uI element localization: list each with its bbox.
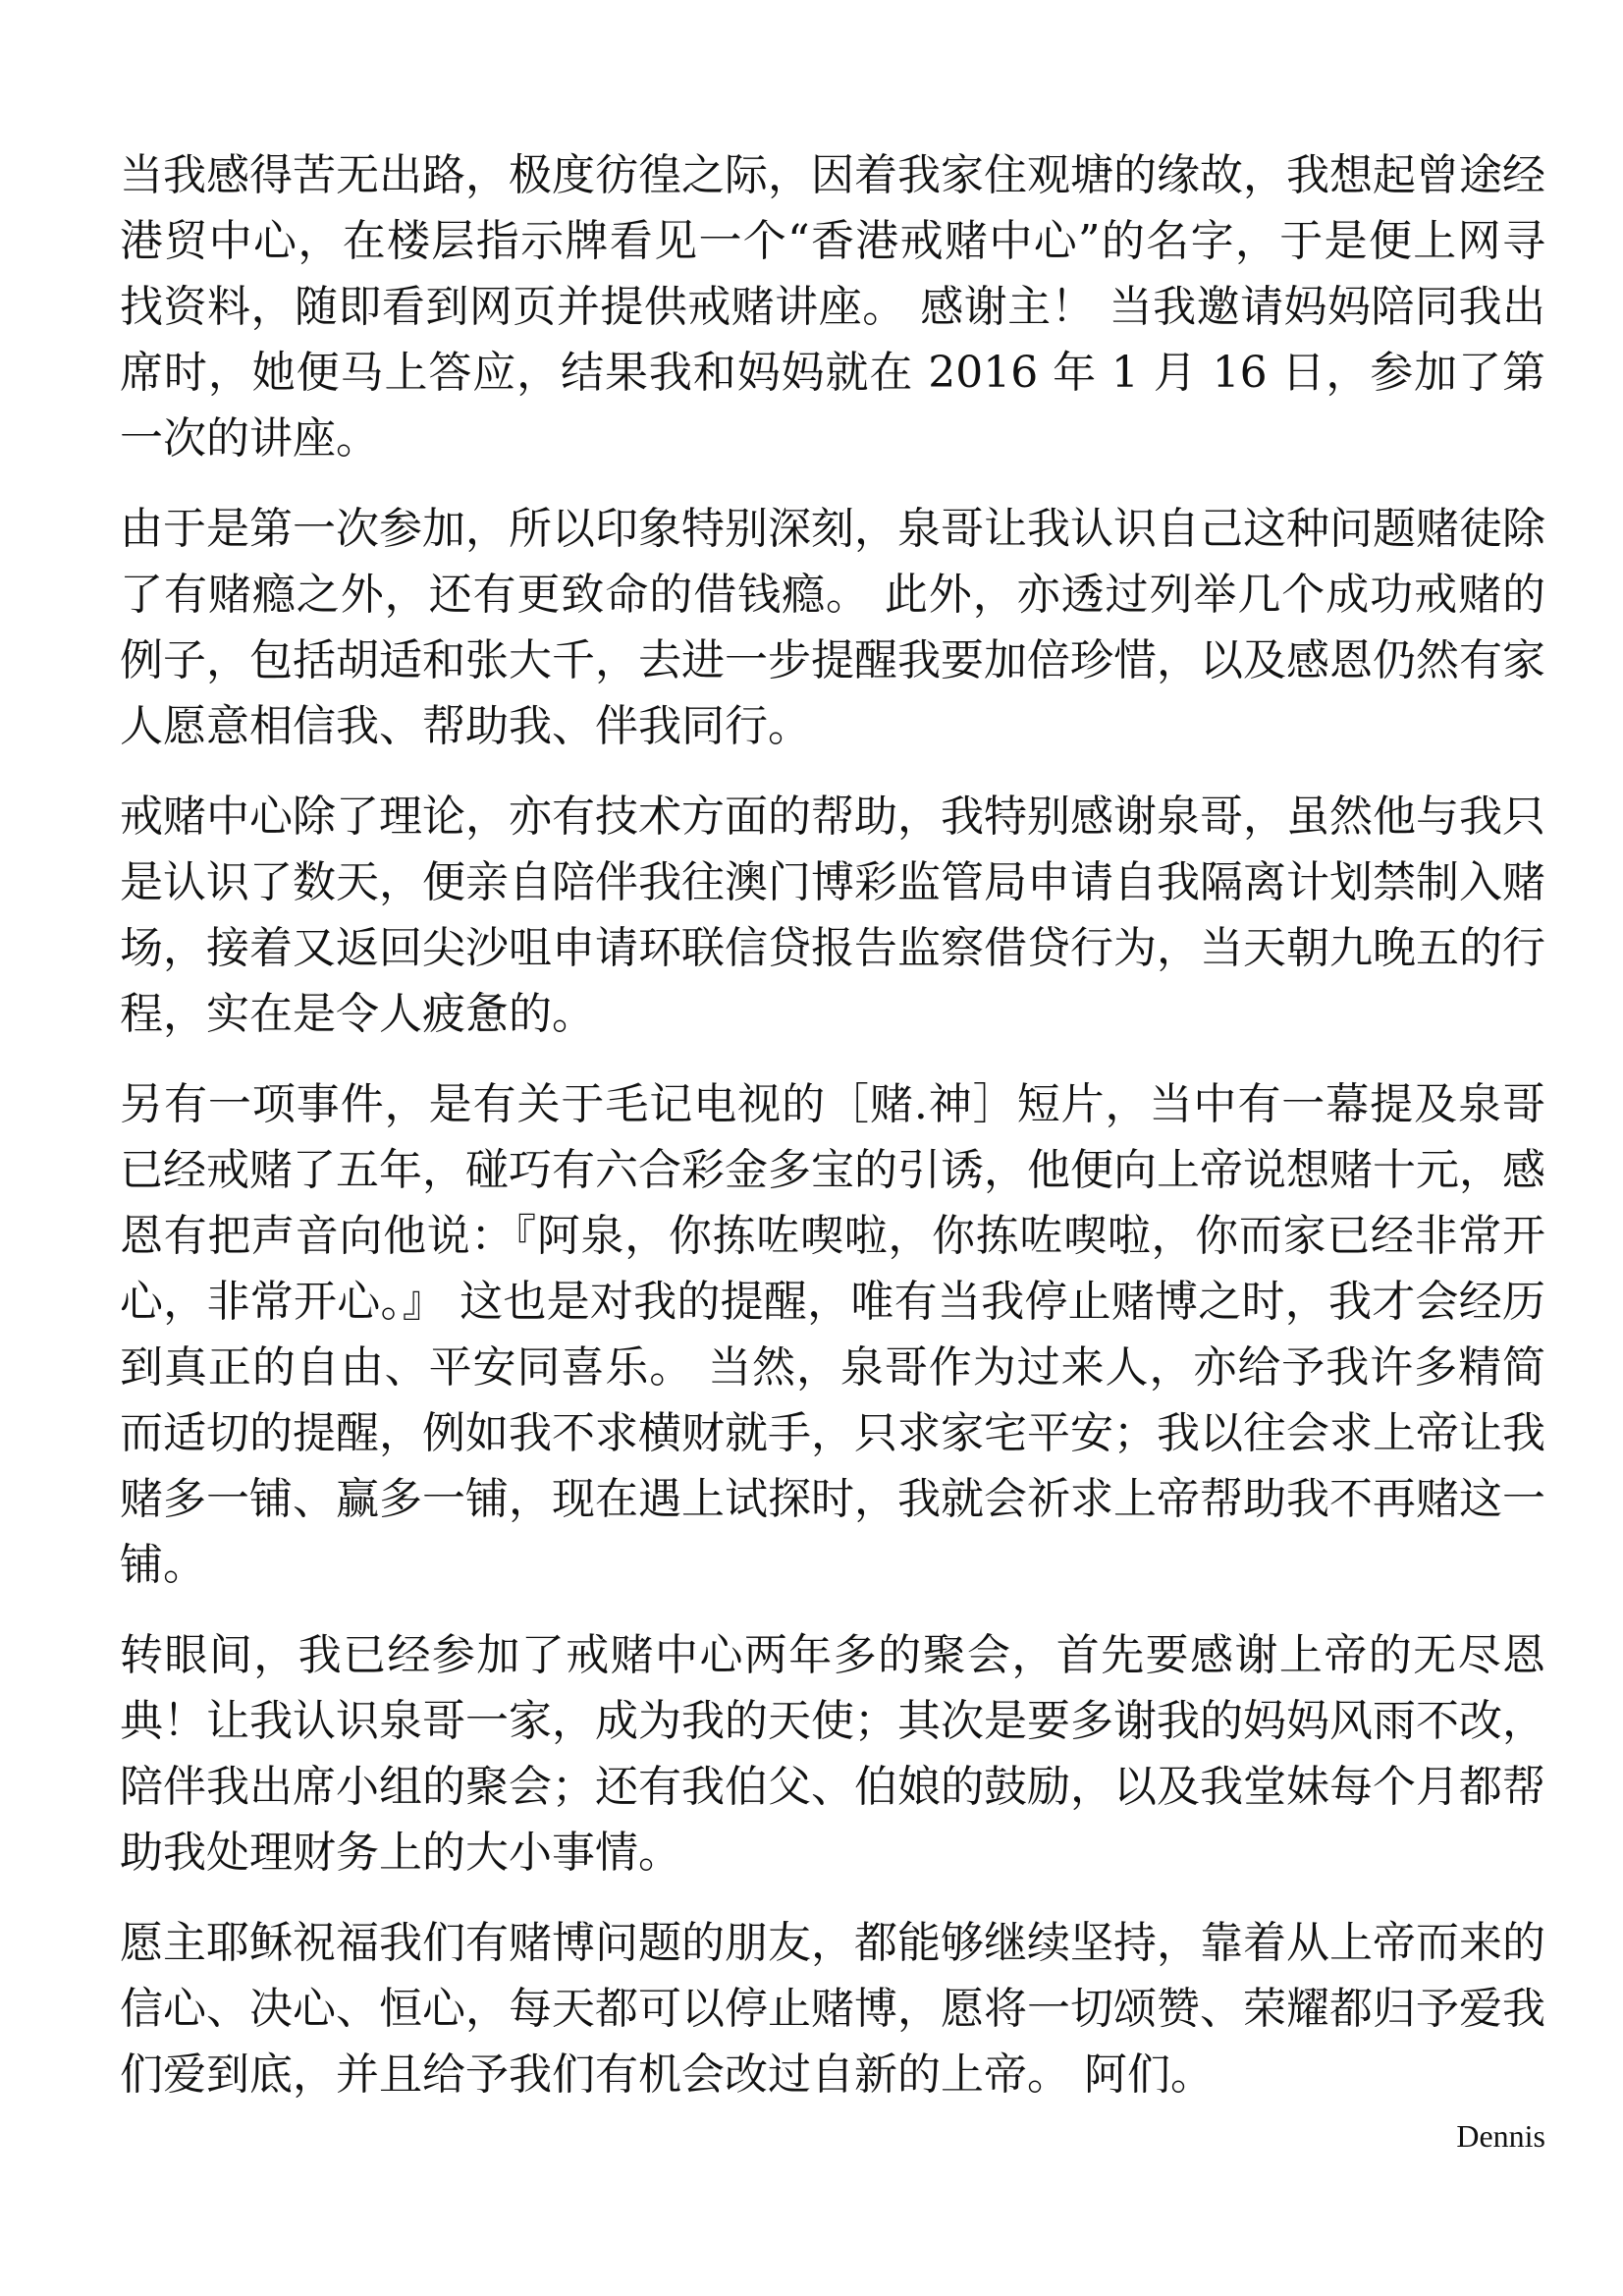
paragraph-1: 当我感得苦无出路，极度彷徨之际，因着我家住观塘的缘故，我想起曾途经港贸中心，在楼层指示牌看见一个“香港戒赌中心”的名字，于是便上网寻找资料，随即看到网页并提供戒赌讲座。 感谢主！ 当我邀请妈妈陪同我出席时，她便马上答应，结果我和妈妈就在 2016 年 1 月 16 日，参加了第一次的讲座。 — [120, 150, 1545, 464]
paragraph-2: 由于是第一次参加，所以印象特别深刻，泉哥让我认识自己这种问题赌徒除了有赌瘾之外，还有更致命的借钱瘾。 此外，亦透过列举几个成功戒赌的例子，包括胡适和张大千，去进一步提醒我要加倍珍惜，以及感恩仍然有家人愿意相信我、帮助我、伴我同行。 — [120, 504, 1545, 751]
paragraph-4: 另有一项事件，是有关于毛记电视的［赌.神］短片，当中有一幕提及泉哥已经戒赌了五年，碰巧有六合彩金多宝的引诱，他便向上帝说想赌十元，感恩有把声音向他说：『阿泉，你拣咗喫啦，你拣咗喫啦，你而家已经非常开心，非常开心。』 这也是对我的提醒，唯有当我停止赌博之时，我才会经历到真正的自由、平安同喜乐。 当然，泉哥作为过来人，亦给予我许多精简而适切的提醒，例如我不求横财就手，只求家宅平安；我以往会求上帝让我赌多一铺、赢多一铺，现在遇上试探时，我就会祈求上帝帮助我不再赌这一铺。 — [120, 1079, 1545, 1590]
author-signature: Dennis — [1456, 2118, 1545, 2154]
paragraph-5: 转眼间，我已经参加了戒赌中心两年多的聚会，首先要感谢上帝的无尽恩典！让我认识泉哥一家，成为我的天使；其次是要多谢我的妈妈风雨不改，陪伴我出席小组的聚会；还有我伯父、伯娘的鼓励，以及我堂妹每个月都帮助我处理财务上的大小事情。 — [120, 1630, 1545, 1878]
document-page — [120, 142, 1545, 2158]
paragraph-3: 戒赌中心除了理论，亦有技术方面的帮助，我特别感谢泉哥，虽然他与我只是认识了数天，便亲自陪伴我往澳门博彩监管局申请自我隔离计划禁制入赌场，接着又返回尖沙咀申请环联信贷报告监察借贷行为，当天朝九晚五的行程，实在是令人疲惫的。 — [120, 792, 1545, 1039]
paragraph-6: 愿主耶稣祝福我们有赌博问题的朋友，都能够继续坚持，靠着从上帝而来的信心、决心、恒心，每天都可以停止赌博，愿将一切颂赞、荣耀都归予爱我们爱到底，并且给予我们有机会改过自新的上帝。 阿们。 — [120, 1918, 1545, 2100]
